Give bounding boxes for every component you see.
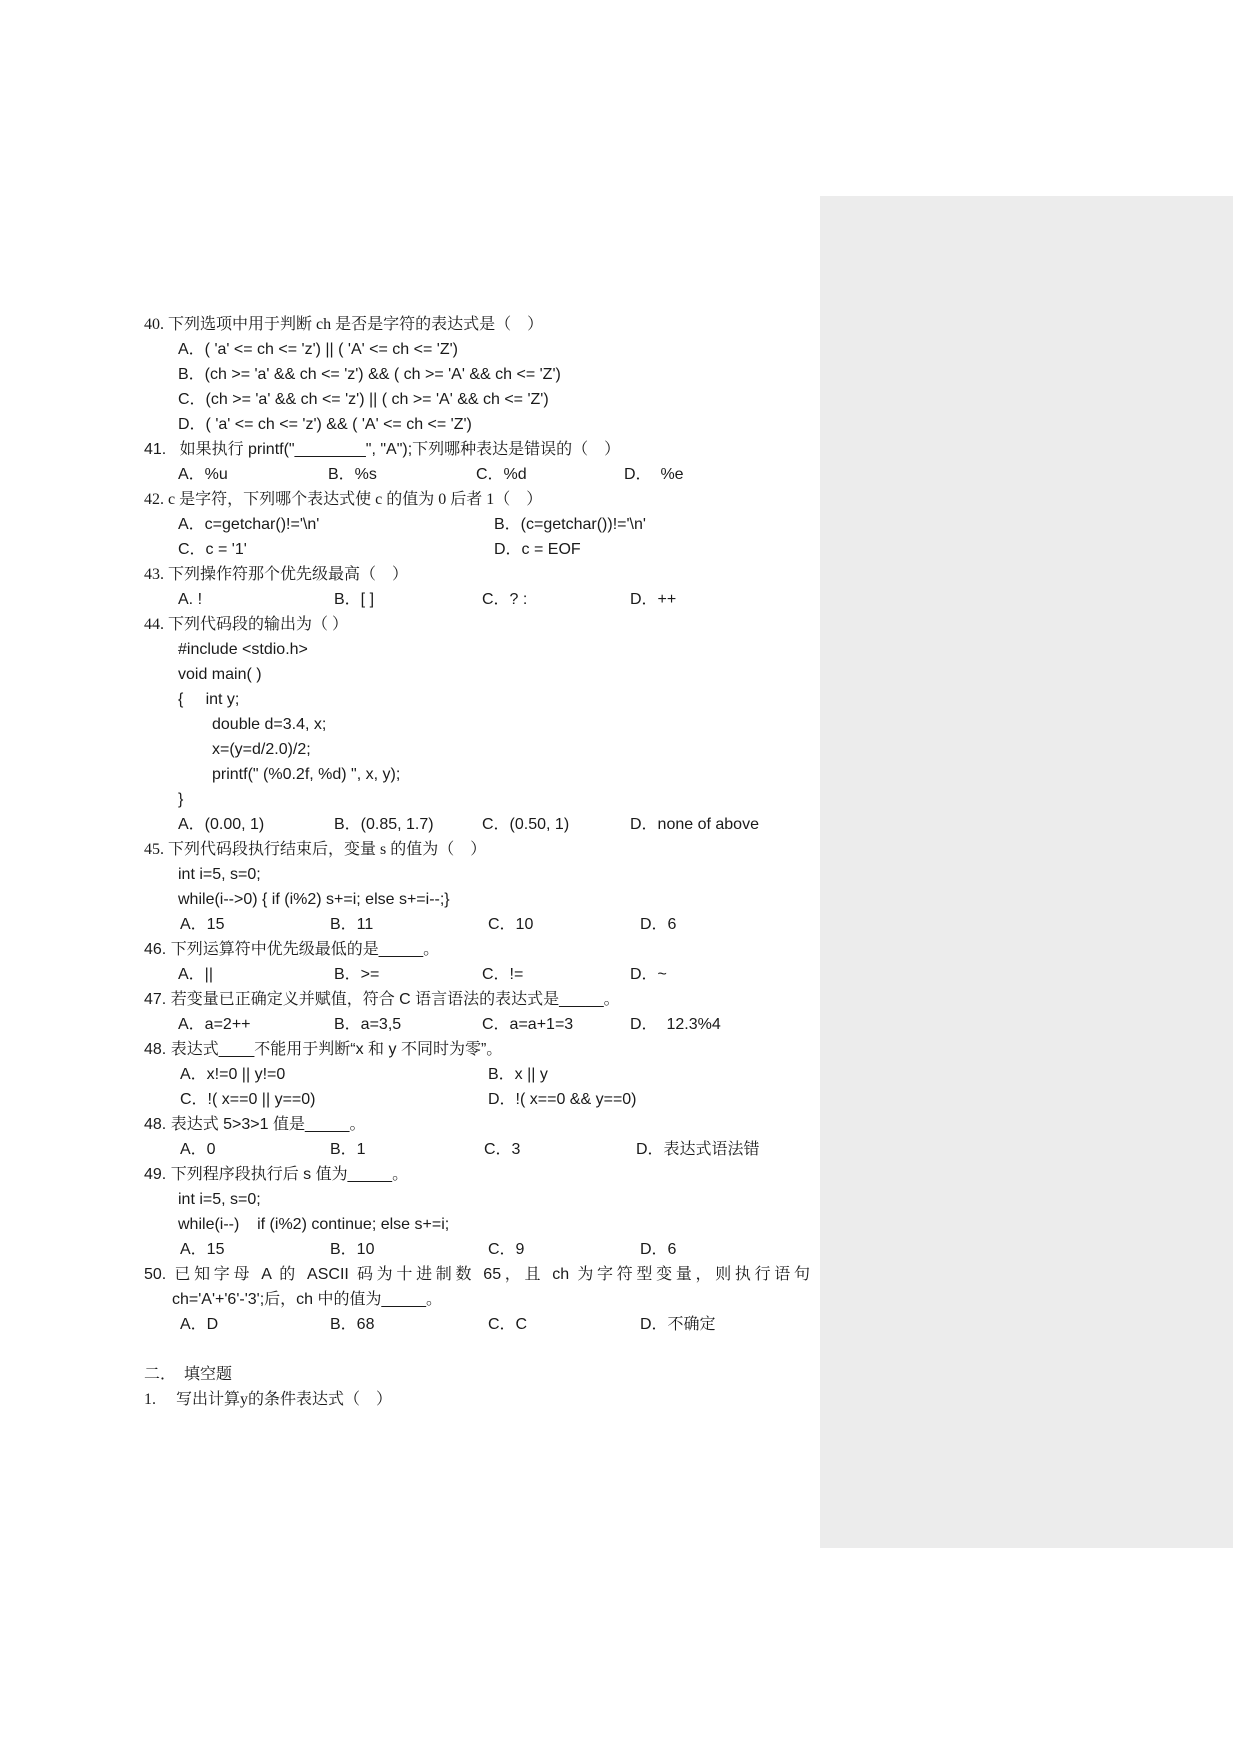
section-2-heading: 二． 填空题 bbox=[144, 1366, 233, 1383]
q45-option-b: B．11 bbox=[330, 916, 374, 933]
question-42-stem: 42. c 是字符，下列哪个表达式使 c 的值为 0 后者 1（ ） bbox=[144, 491, 543, 508]
q45-option-d: D．6 bbox=[640, 916, 677, 933]
q47-option-b: B．a=3,5 bbox=[334, 1016, 402, 1033]
q40-option-b: B．(ch >= 'a' && ch <= 'z') && ( ch >= 'A' && ch <= 'Z') bbox=[178, 366, 561, 383]
question-48b-stem: 48. 表达式 5>3>1 值是_____。 bbox=[144, 1116, 366, 1133]
q50-option-b: B．68 bbox=[330, 1316, 375, 1333]
q48a-option-d: D．!( x==0 && y==0) bbox=[488, 1091, 637, 1108]
q44-code-line: x=(y=d/2.0)/2; bbox=[212, 741, 311, 758]
q45-option-a: A．15 bbox=[180, 916, 225, 933]
q44-code-line: } bbox=[178, 791, 184, 808]
q45-option-c: C．10 bbox=[488, 916, 534, 933]
question-44-stem: 44. 下列代码段的输出为（ ） bbox=[144, 616, 349, 633]
q43-option-b: B．[ ] bbox=[334, 591, 375, 608]
q40-option-a: A．( 'a' <= ch <= 'z') || ( 'A' <= ch <= 'Z') bbox=[178, 341, 458, 358]
fill-blank-item-1: 1. 写出计算y的条件表达式（ ） bbox=[144, 1391, 393, 1408]
section-spacer bbox=[144, 1337, 810, 1362]
q50-options bbox=[144, 1312, 810, 1337]
q47-option-d: D． 12.3%4 bbox=[630, 1016, 721, 1033]
q48b-option-a: A．0 bbox=[180, 1141, 216, 1158]
q50-option-d: D．不确定 bbox=[640, 1316, 716, 1333]
q48a-option-b: B．x || y bbox=[488, 1066, 548, 1083]
q44-option-c: C．(0.50, 1) bbox=[482, 816, 570, 833]
q41-option-b: B．%s bbox=[328, 466, 377, 483]
q42-option-a: A．c=getchar()!='\n' bbox=[178, 516, 320, 533]
q49-code-line: while(i--) if (i%2) continue; else s+=i; bbox=[178, 1216, 450, 1233]
question-40-stem: 40. 下列选项中用于判断 ch 是否是字符的表达式是（ ） bbox=[144, 316, 544, 333]
q44-options bbox=[144, 812, 810, 837]
comment-margin-panel bbox=[820, 196, 1233, 1548]
q48a-option-c: C．!( x==0 || y==0) bbox=[180, 1091, 316, 1108]
q44-option-b: B．(0.85, 1.7) bbox=[334, 816, 434, 833]
q43-option-a: A. ! bbox=[178, 591, 203, 608]
q42-option-b: B．(c=getchar())!='\n' bbox=[494, 516, 646, 533]
q50-option-c: C．C bbox=[488, 1316, 528, 1333]
question-47-stem: 47. 若变量已正确定义并赋值，符合 C 语言语法的表达式是_____。 bbox=[144, 991, 620, 1008]
q46-option-a: A．|| bbox=[178, 966, 213, 983]
q48b-options bbox=[144, 1137, 810, 1162]
q40-option-d: D．( 'a' <= ch <= 'z') && ( 'A' <= ch <= 'Z') bbox=[178, 416, 472, 433]
question-41-stem: 41. 如果执行 printf("________", "A");下列哪种表达是错误的（ ） bbox=[144, 441, 621, 458]
question-49-stem: 49. 下列程序段执行后 s 值为_____。 bbox=[144, 1166, 409, 1183]
q47-options bbox=[144, 1012, 810, 1037]
question-48-stem: 48. 表达式____不能用于判断“x 和 y 不同时为零”。 bbox=[144, 1041, 503, 1058]
question-45-stem: 45. 下列代码段执行结束后，变量 s 的值为（ ） bbox=[144, 841, 487, 858]
q45-code-line: while(i-->0) { if (i%2) s+=i; else s+=i--;} bbox=[178, 891, 450, 908]
q49-option-b: B．10 bbox=[330, 1241, 375, 1258]
q47-option-a: A．a=2++ bbox=[178, 1016, 251, 1033]
q49-options bbox=[144, 1237, 810, 1262]
q48a-options-row2 bbox=[144, 1087, 810, 1112]
q44-code-line: { int y; bbox=[178, 691, 240, 708]
q46-option-d: D．~ bbox=[630, 966, 667, 983]
q41-option-c: C．%d bbox=[476, 466, 527, 483]
q44-code-line: #include <stdio.h> bbox=[178, 641, 308, 658]
q48b-option-c: C．3 bbox=[484, 1141, 521, 1158]
q44-option-a: A．(0.00, 1) bbox=[178, 816, 265, 833]
q49-option-d: D．6 bbox=[640, 1241, 677, 1258]
q48a-options-row1 bbox=[144, 1062, 810, 1087]
q43-option-c: C．? : bbox=[482, 591, 528, 608]
q50-option-a: A．D bbox=[180, 1316, 219, 1333]
q49-option-a: A．15 bbox=[180, 1241, 225, 1258]
q42-options-row1 bbox=[144, 512, 810, 537]
q47-option-c: C．a=a+1=3 bbox=[482, 1016, 574, 1033]
question-43-stem: 43. 下列操作符那个优先级最高（ ） bbox=[144, 566, 409, 583]
q45-options bbox=[144, 912, 810, 937]
q44-code-line: double d=3.4, x; bbox=[212, 716, 327, 733]
q46-options bbox=[144, 962, 810, 987]
q45-code-line: int i=5, s=0; bbox=[178, 866, 261, 883]
q41-option-a: A．%u bbox=[178, 466, 228, 483]
q41-options bbox=[144, 462, 810, 487]
q42-option-d: D．c = EOF bbox=[494, 541, 581, 558]
q44-code-line: printf(" (%0.2f, %d) ", x, y); bbox=[212, 766, 401, 783]
question-46-stem: 46. 下列运算符中优先级最低的是_____。 bbox=[144, 941, 440, 958]
q43-option-d: D．++ bbox=[630, 591, 677, 608]
q44-code-line: void main( ) bbox=[178, 666, 262, 683]
q44-option-d: D．none of above bbox=[630, 816, 759, 833]
q46-option-c: C．!= bbox=[482, 966, 524, 983]
q48b-option-d: D．表达式语法错 bbox=[636, 1141, 760, 1158]
q46-option-b: B．>= bbox=[334, 966, 380, 983]
q42-option-c: C．c = '1' bbox=[178, 541, 247, 558]
question-50-stem-line2: ch='A'+'6'-'3';后，ch 中的值为_____。 bbox=[172, 1291, 442, 1308]
q49-option-c: C．9 bbox=[488, 1241, 525, 1258]
q48a-option-a: A．x!=0 || y!=0 bbox=[180, 1066, 286, 1083]
q42-options-row2 bbox=[144, 537, 810, 562]
question-50-stem-line1: 50. 已知字母 A 的 ASCII 码为十进制数 65，且 ch 为字符型变量，则执行语句 bbox=[144, 1266, 810, 1283]
q40-option-c: C．(ch >= 'a' && ch <= 'z') || ( ch >= 'A' && ch <= 'Z') bbox=[178, 391, 549, 408]
q43-options bbox=[144, 587, 810, 612]
question-sheet bbox=[144, 312, 810, 1412]
q49-code-line: int i=5, s=0; bbox=[178, 1191, 261, 1208]
q41-option-d: D． %e bbox=[624, 466, 684, 483]
q48b-option-b: B．1 bbox=[330, 1141, 366, 1158]
